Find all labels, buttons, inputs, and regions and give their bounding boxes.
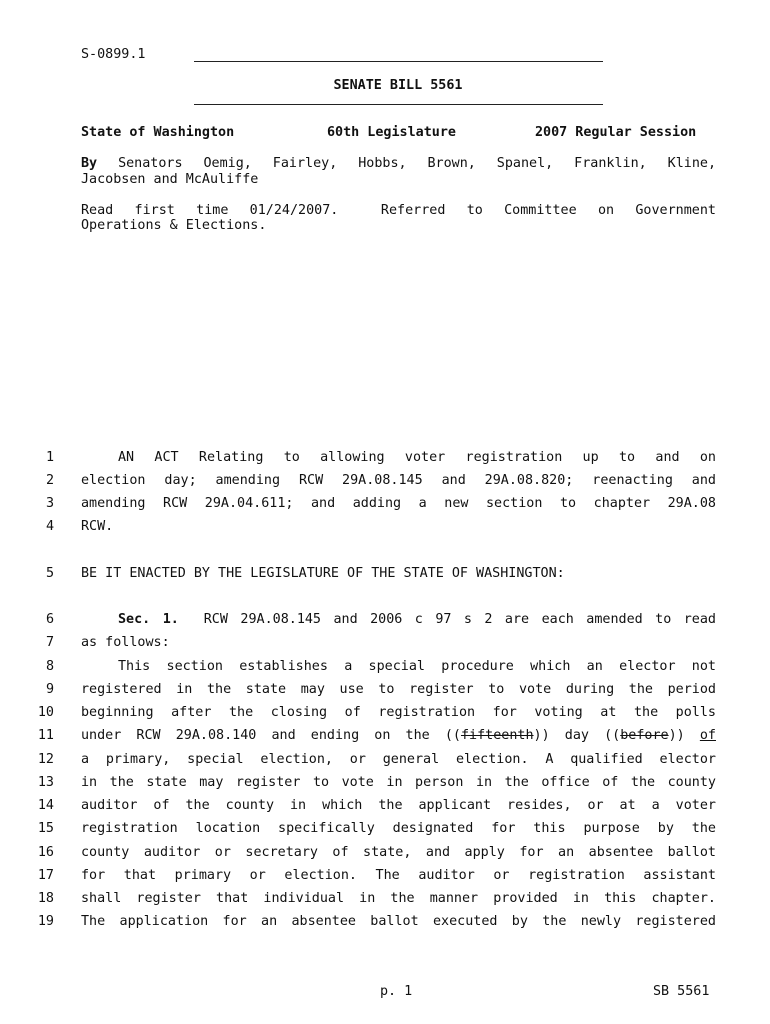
footer-bill-code: SB 5561 [653,984,710,999]
section-heading-text: RCW 29A.08.145 and 2006 c 97 s 2 are each amended to read [178,612,716,627]
body-line-13: in the state may register to vote in person in the office of the county [81,775,716,790]
line-number: 12 [37,752,54,767]
read-line-2: Operations & Elections. [81,218,267,233]
body-line-15: registration location specifically designated for this purpose by the [81,821,716,836]
line-number: 5 [45,566,54,581]
legislature: 60th Legislature [327,125,456,140]
body-line-9: registered in the state may use to register to vote during the period [81,682,716,697]
line-number: 2 [45,473,54,488]
line-number: 16 [37,845,54,860]
line-number: 15 [37,821,54,836]
line-number: 11 [37,728,54,743]
line-number: 17 [37,868,54,883]
by-label: By [81,156,98,171]
body-line-1-text: AN ACT Relating to allowing voter registration up to and on [118,450,716,465]
line-number: 9 [45,682,54,697]
body-line-16: county auditor or secretary of state, and apply for an absentee ballot [81,845,716,860]
body-line-7: as follows: [81,635,170,650]
section-label: Sec. 1. [118,612,179,627]
sponsors-line-1 [81,156,716,171]
body-line-1 [81,450,716,465]
section-heading [81,612,716,627]
line-number: 3 [45,496,54,511]
body-line-14: auditor of the county in which the applicant resides, or at a voter [81,798,716,813]
body-line-8-text: This section establishes a special procedure which an elector not [118,659,716,674]
body-line-12: a primary, special election, or general election. A qualified elector [81,752,716,767]
page-number: p. 1 [380,984,413,999]
body-line-18: shall register that individual in the manner provided in this chapter. [81,891,716,906]
line-number: 13 [37,775,54,790]
line-number: 10 [37,705,54,720]
line-11-part-c: )) [668,728,700,743]
line-number: 7 [45,635,54,650]
line-11-part-a: under RCW 29A.08.140 and ending on the (( [81,728,461,743]
body-line-11 [81,728,716,743]
body-line-8 [81,659,716,674]
session: 2007 Regular Session [535,125,697,140]
enacting-clause: BE IT ENACTED BY THE LEGISLATURE OF THE STATE OF WASHINGTON: [81,566,565,581]
bill-title: SENATE BILL 5561 [333,78,463,93]
line-number: 14 [37,798,54,813]
bill-code: S-0899.1 [81,47,146,62]
body-line-3: amending RCW 29A.04.611; and adding a new section to chapter 29A.08 [81,496,716,511]
body-line-2: election day; amending RCW 29A.08.145 and 29A.08.820; reenacting and [81,473,716,488]
body-line-19: The application for an absentee ballot executed by the newly registered [81,914,716,929]
sponsors-text: Senators Oemig, Fairley, Hobbs, Brown, Spanel, Franklin, Kline, [118,156,717,171]
body-line-17: for that primary or election. The auditor or registration assistant [81,868,716,883]
state-name: State of Washington [81,125,235,140]
header-rule-top [194,61,603,62]
line-number: 4 [45,519,54,534]
body-line-10: beginning after the closing of registration for voting at the polls [81,705,716,720]
line-number: 1 [45,450,54,465]
line-number: 6 [45,612,54,627]
inserted-text-of: of [699,728,716,743]
line-number: 18 [37,891,54,906]
line-number: 8 [45,659,54,674]
read-line-1: Read first time 01/24/2007. Referred to Committee on Government [81,203,716,218]
deleted-text-fifteenth: fifteenth [460,728,534,743]
deleted-text-before: before [620,728,669,743]
line-number: 19 [37,914,54,929]
sponsors-line-2: Jacobsen and McAuliffe [81,172,259,187]
body-line-4: RCW. [81,519,114,534]
header-rule-bottom [194,104,603,105]
line-11-part-b: )) day (( [533,728,621,743]
